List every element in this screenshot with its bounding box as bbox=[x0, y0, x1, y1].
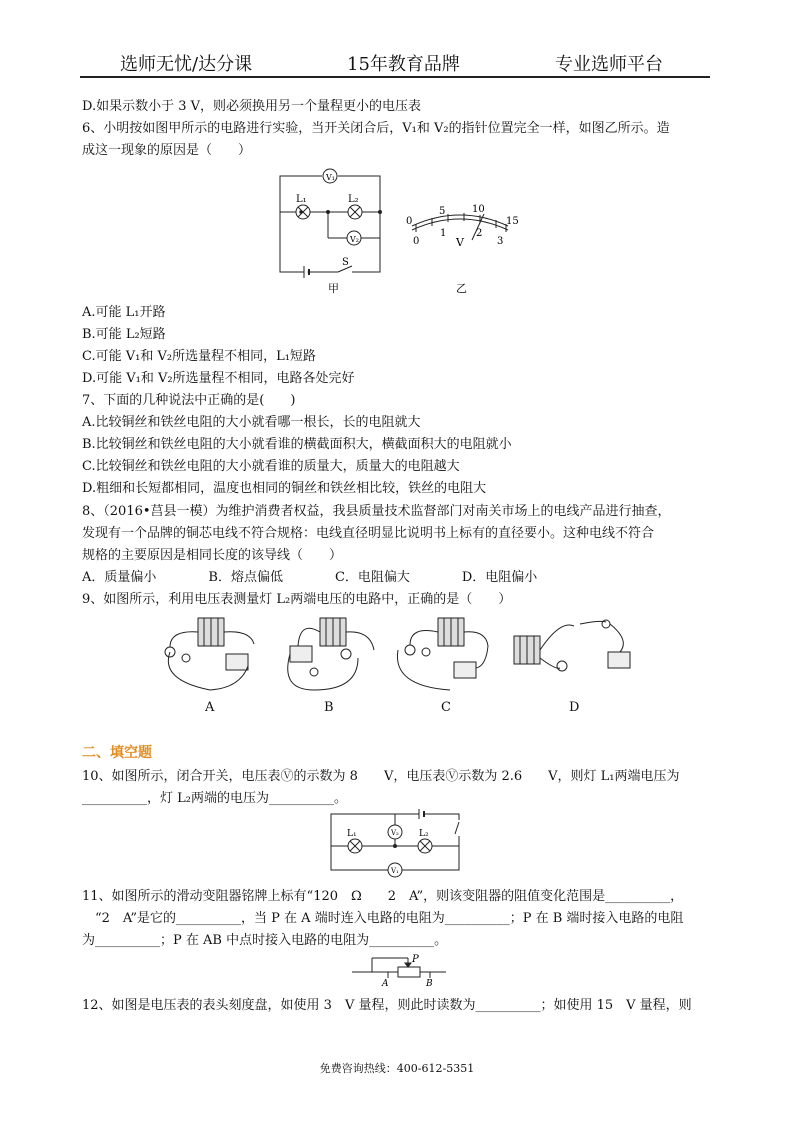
circuit-c bbox=[397, 618, 488, 690]
l1-label: L₁ bbox=[296, 194, 307, 205]
text-line: 为__________；P 在 AB 中点时接入电路的电阻为__________。 bbox=[82, 933, 448, 948]
option-6d: D.可能 V₁和 V₂所选量程不相同，电路各处完好 bbox=[82, 371, 355, 386]
option-6b: B.可能 L₂短路 bbox=[82, 327, 166, 342]
figure-9-circuits bbox=[150, 610, 650, 710]
question-11: 11、如图所示的滑动变阻器铭牌上标有“120 Ω 2 A”，则该变阻器的阻值变化范围是__________， bbox=[82, 889, 684, 904]
figure-9-option-a: A bbox=[205, 700, 215, 715]
option-7b: B.比较铜丝和铁丝电阻的大小就看谁的横截面积大，横截面积大的电阻就小 bbox=[82, 437, 512, 452]
figure-jia-label: 甲 bbox=[328, 282, 339, 295]
scale-top-5: 5 bbox=[439, 206, 446, 217]
figure-9-option-d: D bbox=[569, 700, 580, 715]
scale-bottom-1: 1 bbox=[440, 228, 447, 239]
section-title: 二、填空题 bbox=[82, 745, 152, 761]
option-7c: C.比较铜丝和铁丝电阻的大小就看谁的质量大，质量大的电阻越大 bbox=[82, 459, 460, 474]
text-line: 成这一现象的原因是（ ） bbox=[82, 143, 252, 158]
a-label: A bbox=[382, 979, 389, 989]
b-label: B bbox=[426, 979, 433, 989]
text-line: D.如果示数小于 3 V，则必须换用另一个量程更小的电压表 bbox=[82, 99, 422, 114]
header-divider bbox=[80, 76, 710, 78]
text-line: __________，灯 L₂两端的电压为__________。 bbox=[82, 791, 347, 806]
meter-unit: V bbox=[456, 236, 464, 249]
scale-bottom-3: 3 bbox=[497, 236, 504, 247]
l1-label: L₁ bbox=[347, 829, 357, 839]
question-6: 6、小明按如图甲所示的电路进行实验，当开关闭合后，V₁和 V₂的指针位置完全一样，如图乙所示。造 bbox=[82, 121, 670, 136]
figure-yi-label: 乙 bbox=[456, 282, 467, 295]
scale-top-15: 15 bbox=[506, 216, 519, 227]
header-right: 专业选师平台 bbox=[555, 54, 663, 75]
option-6c: C.可能 V₁和 V₂所选量程不相同，L₁短路 bbox=[82, 349, 316, 364]
text-line: “2 A”是它的__________，当 P 在 A 端时连入电路的电阻为__________；P 在 B 端时接入电路的电阻 bbox=[82, 911, 684, 926]
circuit-a bbox=[165, 618, 254, 690]
options-8: A．质量偏小 B．熔点偏低 C．电阻偏大 D．电阻偏小 bbox=[82, 570, 538, 585]
question-12: 12、如图是电压表的表头刻度盘，如使用 3 V 量程，则此时读数为__________；如使用 15 V 量程，则 bbox=[82, 998, 692, 1013]
question-9: 9、如图所示，利用电压表测量灯 L₂两端电压的电路中，正确的是（ ） bbox=[82, 592, 512, 607]
circuit-b bbox=[288, 618, 374, 690]
figure-10-circuit bbox=[325, 808, 465, 880]
question-10: 10、如图所示，闭合开关，电压表Ⓥ的示数为 8 V，电压表Ⓥ示数为 2.6 V，则灯 L₁两端电压为 bbox=[82, 769, 680, 784]
circuit-jia bbox=[280, 168, 382, 278]
question-8: 8、（2016•莒县一模）为维护消费者权益，我县质量技术监督部门对南关市场上的电线产品进行抽查， bbox=[82, 504, 671, 519]
option-6a: A.可能 L₁开路 bbox=[82, 305, 166, 320]
option-7a: A.比较铜丝和铁丝电阻的大小就看哪一根长，长的电阻就大 bbox=[82, 415, 421, 430]
l2-label: L₂ bbox=[419, 829, 429, 839]
scale-top-0: 0 bbox=[406, 216, 413, 227]
option-7d: D.粗细和长短都相同，温度也相同的铜丝和铁丝相比较，铁丝的电阻大 bbox=[82, 481, 487, 496]
header-center: 15年教育品牌 bbox=[347, 54, 460, 75]
scale-top-10: 10 bbox=[472, 204, 485, 215]
text-line: 规格的主要原因是相同长度的该导线（ ） bbox=[82, 548, 343, 563]
figure-11-rheostat bbox=[350, 950, 450, 988]
circuit-d bbox=[514, 620, 630, 671]
text-line: 发现有一个品牌的铜芯电线不符合规格：电线直径明显比说明书上标有的直径要小。这种电线不符合 bbox=[82, 526, 655, 541]
question-7: 7、下面的几种说法中正确的是( ) bbox=[82, 393, 296, 408]
figure-9-option-b: B bbox=[324, 700, 334, 715]
switch-label: S bbox=[342, 257, 349, 268]
v2-label: V₂ bbox=[350, 235, 359, 244]
figure-6-circuits bbox=[270, 162, 520, 302]
v2-label: V₂ bbox=[391, 829, 399, 837]
header-left: 选师无忧/达分课 bbox=[120, 54, 253, 75]
scale-bottom-2: 2 bbox=[476, 228, 483, 239]
footer-hotline: 免费咨询热线：400-612-5351 bbox=[319, 1062, 475, 1075]
l2-label: L₂ bbox=[348, 194, 359, 205]
figure-9-option-c: C bbox=[441, 700, 451, 715]
p-label: P bbox=[412, 954, 419, 965]
page-header bbox=[0, 50, 794, 76]
v1-label: V₁ bbox=[326, 173, 335, 182]
scale-bottom-0: 0 bbox=[413, 236, 420, 247]
v1-label: V₁ bbox=[391, 867, 399, 875]
